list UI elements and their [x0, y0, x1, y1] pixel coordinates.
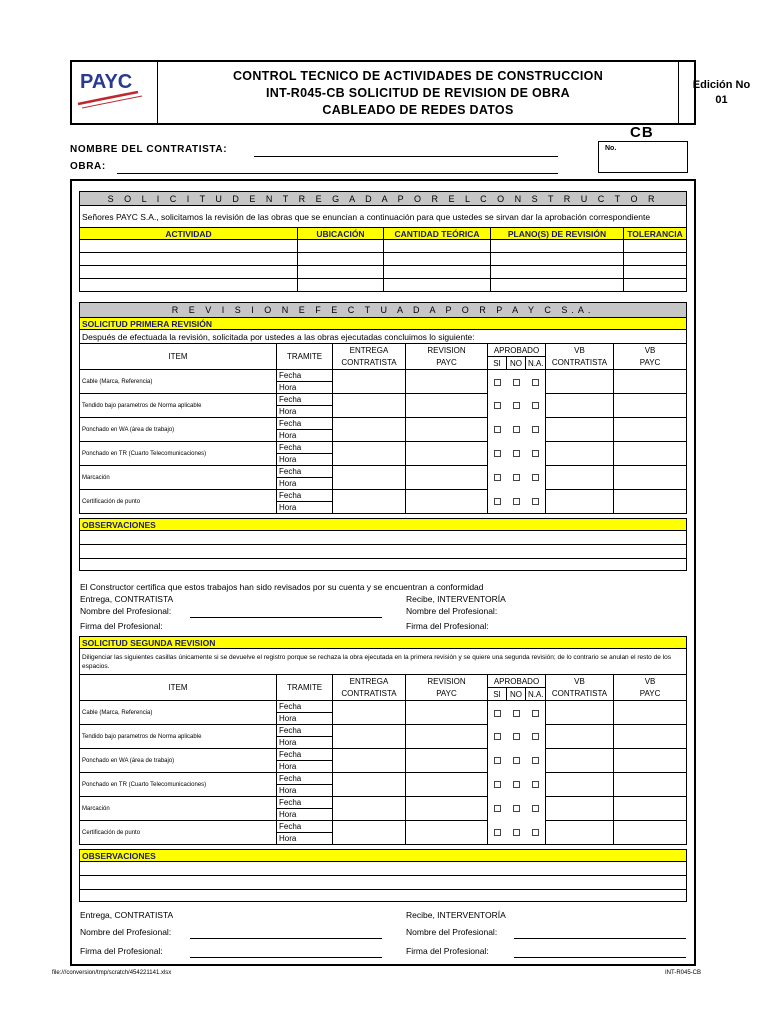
hora-label: Hora: [277, 382, 333, 394]
number-label: No.: [605, 145, 617, 152]
vb-contratista-cell[interactable]: [546, 773, 614, 797]
observation-row[interactable]: [80, 531, 687, 545]
hora-label: Hora: [277, 833, 333, 845]
firma-prof-label-3: Firma del Profesional:: [80, 946, 163, 956]
vb-contratista-cell[interactable]: [546, 466, 614, 490]
col-na: N.A.: [526, 357, 546, 370]
company-logo: [72, 62, 158, 123]
entrega-cell[interactable]: [333, 490, 406, 514]
observation-row[interactable]: [80, 559, 687, 571]
vb-payc-cell[interactable]: [614, 370, 687, 394]
vb-contratista-cell[interactable]: [546, 394, 614, 418]
hora-label: Hora: [277, 761, 333, 773]
number-box[interactable]: [598, 141, 688, 173]
request-section-title: S O L I C I T U D E N T R E G A D A P O R E L C O N S T R U C T O R: [80, 192, 687, 206]
entrega-cell[interactable]: [333, 442, 406, 466]
col-na: N.A.: [526, 688, 546, 701]
na-checkbox[interactable]: [532, 450, 539, 457]
nombre-prof-label-2: Nombre del Profesional:: [406, 606, 498, 616]
vb-contratista-cell[interactable]: [546, 490, 614, 514]
nombre-prof-field[interactable]: [190, 617, 382, 618]
request-table: [79, 191, 687, 292]
observation-row[interactable]: [80, 545, 687, 559]
fecha-label: Fecha: [277, 749, 333, 761]
entrega-cell[interactable]: [333, 418, 406, 442]
no-checkbox[interactable]: [513, 829, 520, 836]
edition-box: [678, 62, 764, 123]
item-label: Cable (Marca, Referencia): [80, 370, 277, 394]
na-checkbox[interactable]: [532, 710, 539, 717]
vb-payc-cell[interactable]: [614, 701, 687, 725]
contractor-name-field[interactable]: [254, 156, 558, 157]
vb-contratista-cell[interactable]: [546, 821, 614, 845]
first-revision-table: [79, 302, 687, 571]
recibe-label-2: Recibe, INTERVENTORÍA: [406, 910, 506, 920]
request-intro: Señores PAYC S.A., solicitamos la revisión de las obras que se enuncian a continuación para que ustedes se sirvan dar la aprobación correspondiente: [80, 206, 687, 228]
col-vb-payc: PAYC: [614, 357, 687, 370]
entrega-cell[interactable]: [333, 821, 406, 845]
request-row[interactable]: [80, 253, 687, 266]
no-checkbox[interactable]: [513, 733, 520, 740]
si-checkbox[interactable]: [494, 402, 501, 409]
vb-payc-cell[interactable]: [614, 821, 687, 845]
na-checkbox[interactable]: [532, 805, 539, 812]
col-no: NO: [507, 688, 526, 701]
col-entrega: ENTREGA: [333, 675, 406, 688]
no-checkbox[interactable]: [513, 805, 520, 812]
vb-contratista-cell[interactable]: [546, 442, 614, 466]
col-tramite: TRAMITE: [277, 675, 333, 701]
no-checkbox[interactable]: [513, 710, 520, 717]
col-tramite: TRAMITE: [277, 344, 333, 370]
vb-contratista-cell[interactable]: [546, 370, 614, 394]
no-checkbox[interactable]: [513, 426, 520, 433]
revision-cell[interactable]: [406, 773, 488, 797]
col-no: NO: [507, 357, 526, 370]
item-label: Certificación de punto: [80, 821, 277, 845]
na-checkbox[interactable]: [532, 829, 539, 836]
hora-label: Hora: [277, 502, 333, 514]
no-checkbox[interactable]: [513, 498, 520, 505]
revision-cell[interactable]: [406, 442, 488, 466]
na-checkbox[interactable]: [532, 402, 539, 409]
hora-label: Hora: [277, 430, 333, 442]
entrega-label-2: Entrega, CONTRATISTA: [80, 910, 174, 920]
review-section-title: R E V I S I O N E F E C T U A D A P O R P A Y C S.A.: [80, 303, 687, 318]
vb-payc-cell[interactable]: [614, 418, 687, 442]
si-checkbox[interactable]: [494, 379, 501, 386]
nombre-prof-field-3[interactable]: [514, 938, 686, 939]
no-checkbox[interactable]: [513, 757, 520, 764]
second-revision-table: [79, 636, 687, 902]
nombre-prof-label: Nombre del Profesional:: [80, 606, 172, 616]
vb-contratista-cell[interactable]: [546, 418, 614, 442]
no-checkbox[interactable]: [513, 402, 520, 409]
revision-cell[interactable]: [406, 466, 488, 490]
form-code: CB: [630, 124, 654, 141]
si-checkbox[interactable]: [494, 450, 501, 457]
hora-label: Hora: [277, 713, 333, 725]
fecha-label: Fecha: [277, 394, 333, 406]
second-revision-intro: Diligenciar las siguientes casillas únicamente si se devuelve el registro porque se rechaza la obra ejecutada en la primera revisión y se quiere una segunda revisión; de lo contrario se anulan el resto de los espacios.: [80, 649, 687, 675]
fecha-label: Fecha: [277, 701, 333, 713]
na-checkbox[interactable]: [532, 757, 539, 764]
col-planos: PLANO(S) DE REVISIÓN: [491, 228, 624, 240]
col-revision-payc: PAYC: [406, 688, 488, 701]
na-checkbox[interactable]: [532, 426, 539, 433]
observations-title: OBSERVACIONES: [80, 519, 687, 531]
item-label: Ponchado en WA (área de trabajo): [80, 418, 277, 442]
vb-contratista-cell[interactable]: [546, 701, 614, 725]
item-label: Ponchado en WA (área de trabajo): [80, 749, 277, 773]
item-label: Ponchado en TR (Cuarto Telecomunicaciones): [80, 442, 277, 466]
entrega-cell[interactable]: [333, 394, 406, 418]
entrega-cell[interactable]: [333, 466, 406, 490]
revision-cell[interactable]: [406, 821, 488, 845]
observations-title-2: OBSERVACIONES: [80, 850, 687, 862]
observation-row[interactable]: [80, 890, 687, 902]
footer-path: file:///conversion/tmp/scratch/454221141.xlsx: [52, 970, 172, 976]
logo-text: PAYC: [80, 71, 133, 93]
no-checkbox[interactable]: [513, 450, 520, 457]
observation-row[interactable]: [80, 862, 687, 876]
vb-payc-cell[interactable]: [614, 773, 687, 797]
vb-payc-cell[interactable]: [614, 442, 687, 466]
title-line-1: CONTROL TECNICO DE ACTIVIDADES DE CONSTRUCCION: [232, 69, 604, 83]
revision-cell[interactable]: [406, 370, 488, 394]
col-aprobado: APROBADO: [488, 344, 546, 357]
firma-prof-label: Firma del Profesional:: [80, 621, 163, 631]
fecha-label: Fecha: [277, 821, 333, 833]
col-revision: REVISION: [406, 344, 488, 357]
hora-label: Hora: [277, 809, 333, 821]
vb-payc-cell[interactable]: [614, 797, 687, 821]
entrega-cell[interactable]: [333, 749, 406, 773]
fecha-label: Fecha: [277, 773, 333, 785]
col-revision: REVISION: [406, 675, 488, 688]
item-label: Marcación: [80, 466, 277, 490]
col-item: ITEM: [80, 344, 277, 370]
na-checkbox[interactable]: [532, 733, 539, 740]
hora-label: Hora: [277, 478, 333, 490]
item-label: Ponchado en TR (Cuarto Telecomunicaciones): [80, 773, 277, 797]
hora-label: Hora: [277, 785, 333, 797]
title-line-2: INT-R045-CB SOLICITUD DE REVISION DE OBRA: [266, 86, 570, 100]
revision-cell[interactable]: [406, 725, 488, 749]
col-cantidad: CANTIDAD TEÓRICA: [384, 228, 491, 240]
revision-cell[interactable]: [406, 490, 488, 514]
certify-text: El Constructor certifica que estos trabajos han sido revisados por su cuenta y se encuentran a conformidad: [80, 582, 484, 592]
fecha-label: Fecha: [277, 490, 333, 502]
nombre-prof-label-3: Nombre del Profesional:: [80, 927, 172, 937]
edition-label: Edición No: [692, 79, 751, 91]
fecha-label: Fecha: [277, 725, 333, 737]
fecha-label: Fecha: [277, 370, 333, 382]
na-checkbox[interactable]: [532, 781, 539, 788]
vb-payc-cell[interactable]: [614, 749, 687, 773]
contractor-name-label: NOMBRE DEL CONTRATISTA:: [70, 144, 228, 155]
work-label: OBRA:: [70, 161, 106, 172]
si-checkbox[interactable]: [494, 474, 501, 481]
revision-cell[interactable]: [406, 749, 488, 773]
nombre-prof-field-2[interactable]: [190, 938, 382, 939]
title-line-3: CABLEADO DE REDES DATOS: [322, 103, 514, 117]
si-checkbox[interactable]: [494, 781, 501, 788]
col-tolerancia: TOLERANCIA: [624, 228, 687, 240]
si-checkbox[interactable]: [494, 805, 501, 812]
item-label: Tendido bajo parametros de Norma aplicable: [80, 394, 277, 418]
firma-prof-label-4: Firma del Profesional:: [406, 946, 489, 956]
fecha-label: Fecha: [277, 442, 333, 454]
no-checkbox[interactable]: [513, 379, 520, 386]
item-label: Cable (Marca, Referencia): [80, 701, 277, 725]
na-checkbox[interactable]: [532, 379, 539, 386]
si-checkbox[interactable]: [494, 710, 501, 717]
col-ubicacion: UBICACIÓN: [298, 228, 384, 240]
work-field[interactable]: [117, 173, 558, 174]
second-revision-title: SOLICITUD SEGUNDA REVISION: [80, 637, 687, 649]
revision-cell[interactable]: [406, 394, 488, 418]
item-label: Marcación: [80, 797, 277, 821]
entrega-label: Entrega, CONTRATISTA: [80, 594, 174, 604]
edition-value: 01: [715, 94, 728, 106]
fecha-label: Fecha: [277, 466, 333, 478]
col-vb-2: VB: [614, 344, 687, 357]
na-checkbox[interactable]: [532, 498, 539, 505]
no-checkbox[interactable]: [513, 781, 520, 788]
revision-cell[interactable]: [406, 418, 488, 442]
item-label: Tendido bajo parametros de Norma aplicable: [80, 725, 277, 749]
nombre-prof-label-4: Nombre del Profesional:: [406, 927, 498, 937]
firma-prof-field[interactable]: [190, 957, 382, 958]
vb-payc-cell[interactable]: [614, 466, 687, 490]
request-row[interactable]: [80, 266, 687, 279]
si-checkbox[interactable]: [494, 757, 501, 764]
vb-contratista-cell[interactable]: [546, 725, 614, 749]
item-label: Certificación de punto: [80, 490, 277, 514]
document-header: [70, 60, 751, 125]
entrega-cell[interactable]: [333, 370, 406, 394]
entrega-cell[interactable]: [333, 773, 406, 797]
col-revision-payc: PAYC: [406, 357, 488, 370]
col-vb-payc: PAYC: [614, 688, 687, 701]
vb-payc-cell[interactable]: [614, 490, 687, 514]
entrega-cell[interactable]: [333, 701, 406, 725]
request-row[interactable]: [80, 240, 687, 253]
vb-contratista-cell[interactable]: [546, 797, 614, 821]
request-row[interactable]: [80, 279, 687, 292]
col-vb: VB: [546, 675, 614, 688]
col-entrega: ENTREGA: [333, 344, 406, 357]
na-checkbox[interactable]: [532, 474, 539, 481]
col-si: SI: [488, 357, 507, 370]
firma-prof-field-2[interactable]: [514, 957, 686, 958]
fecha-label: Fecha: [277, 418, 333, 430]
hora-label: Hora: [277, 737, 333, 749]
col-entrega-contratista: CONTRATISTA: [333, 357, 406, 370]
firma-prof-label-2: Firma del Profesional:: [406, 621, 489, 631]
vb-contratista-cell[interactable]: [546, 749, 614, 773]
hora-label: Hora: [277, 454, 333, 466]
col-actividad: ACTIVIDAD: [80, 228, 298, 240]
footer-code: INT-R045-CB: [665, 970, 702, 976]
col-aprobado: APROBADO: [488, 675, 546, 688]
document-titles: [158, 62, 678, 123]
col-vb-2: VB: [614, 675, 687, 688]
si-checkbox[interactable]: [494, 426, 501, 433]
entrega-cell[interactable]: [333, 725, 406, 749]
si-checkbox[interactable]: [494, 733, 501, 740]
col-vb: VB: [546, 344, 614, 357]
vb-payc-cell[interactable]: [614, 394, 687, 418]
first-revision-title: SOLICITUD PRIMERA REVISIÓN: [80, 318, 687, 330]
col-si: SI: [488, 688, 507, 701]
vb-payc-cell[interactable]: [614, 725, 687, 749]
revision-cell[interactable]: [406, 797, 488, 821]
si-checkbox[interactable]: [494, 829, 501, 836]
hora-label: Hora: [277, 406, 333, 418]
recibe-label: Recibe, INTERVENTORÍA: [406, 594, 506, 604]
si-checkbox[interactable]: [494, 498, 501, 505]
col-item: ITEM: [80, 675, 277, 701]
observation-row[interactable]: [80, 876, 687, 890]
fecha-label: Fecha: [277, 797, 333, 809]
first-revision-intro: Después de efectuada la revisión, solicitada por ustedes a las obras ejecutadas concluimos lo siguiente:: [80, 330, 687, 344]
col-entrega-contratista: CONTRATISTA: [333, 688, 406, 701]
revision-cell[interactable]: [406, 701, 488, 725]
no-checkbox[interactable]: [513, 474, 520, 481]
entrega-cell[interactable]: [333, 797, 406, 821]
col-vb-contratista: CONTRATISTA: [546, 357, 614, 370]
col-vb-contratista: CONTRATISTA: [546, 688, 614, 701]
